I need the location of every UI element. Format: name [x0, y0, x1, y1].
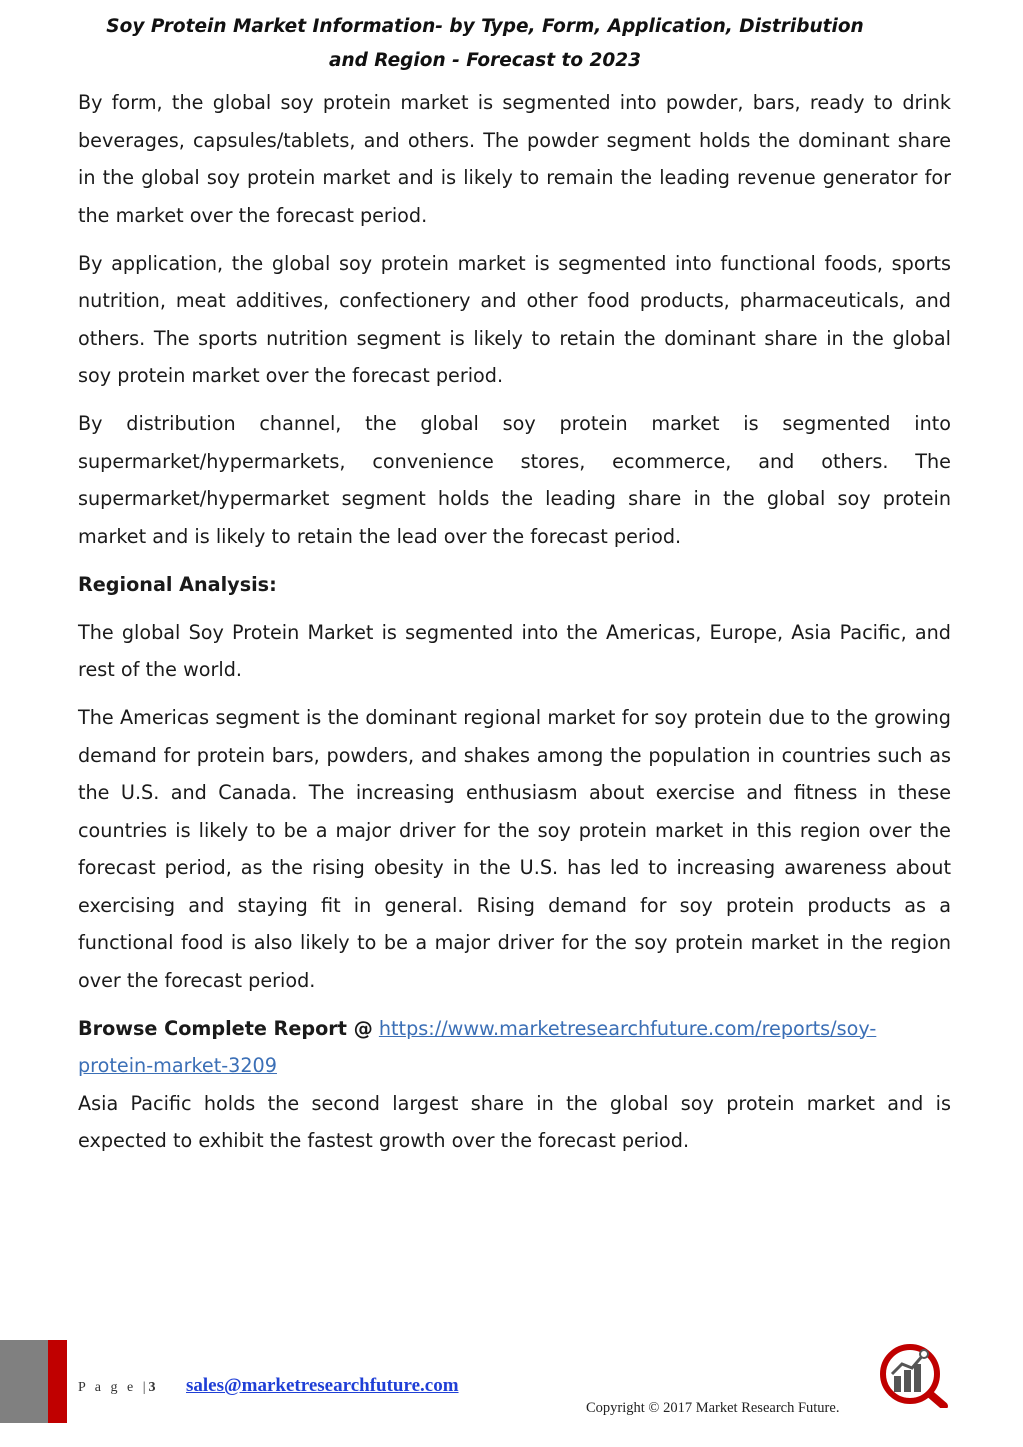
sales-email-link[interactable]: sales@marketresearchfuture.com	[186, 1375, 459, 1396]
heading-regional-analysis: Regional Analysis:	[78, 572, 277, 596]
paragraph-by-form: By form, the global soy protein market is segmented into powder, bars, ready to drink beverages, capsules/tablets, and others. The powder segment holds the dominant share in the global soy protein market and is likely to remain the leading revenue generator for the market over the forecast period.	[78, 91, 951, 227]
copyright-notice: Copyright © 2017 Market Research Future.	[586, 1400, 840, 1416]
paragraph-regions: The global Soy Protein Market is segmented into the Americas, Europe, Asia Pacific, and rest of the world.	[78, 620, 951, 681]
document-body	[78, 84, 951, 1170]
header-title-line2: and Region - Forecast to 2023	[328, 50, 642, 71]
browse-label: Browse Complete Report @	[78, 1016, 373, 1040]
paragraph-by-distribution: By distribution channel, the global soy protein market is segmented into supermarket/hypermarkets, convenience stores, ecommerce, and others. The supermarket/hypermarket segment holds the leading share in the global soy protein market and is likely to retain the lead over the forecast period.	[78, 412, 951, 548]
paragraph-asia-pacific: Asia Pacific holds the second largest share in the global soy protein market and is expected to exhibit the fastest growth over the forecast period.	[78, 1091, 951, 1152]
browse-report	[78, 1010, 951, 1085]
page-number	[78, 1380, 156, 1396]
paragraph-americas: The Americas segment is the dominant regional market for soy protein due to the growing demand for protein bars, powders, and shakes among the population in countries such as the U.S. and Canada. The increasing enthusiasm about exercise and fitness in these countries is likely to be a major driver for the soy protein market in this region over the forecast period, as the rising obesity in the U.S. has led to increasing awareness about exercising and staying fit in general. Rising demand for soy protein products as a functional food is also likely to be a major driver for the soy protein market in the region over the forecast period.	[78, 706, 951, 992]
header-title-line1: Soy Protein Market Information- by Type, Form, Application, Distribution	[106, 16, 864, 37]
footer-grey-bar	[0, 1340, 48, 1423]
paragraph-by-application: By application, the global soy protein market is segmented into functional foods, sports nutrition, meat additives, confectionery and other food products, pharmaceuticals, and others. The sports nutrition segment is likely to retain the dominant share in the global soy protein market over the forecast period.	[78, 251, 951, 387]
report-link[interactable]: https://www.marketresearchfuture.com/reports/soy-protein-market-3209	[78, 1016, 877, 1077]
page-number-value: 3	[148, 1380, 156, 1395]
document-header	[0, 10, 970, 78]
page-label: P a g e |	[78, 1380, 149, 1395]
footer-red-bar	[48, 1340, 67, 1423]
market-research-future-logo-icon	[876, 1340, 952, 1408]
